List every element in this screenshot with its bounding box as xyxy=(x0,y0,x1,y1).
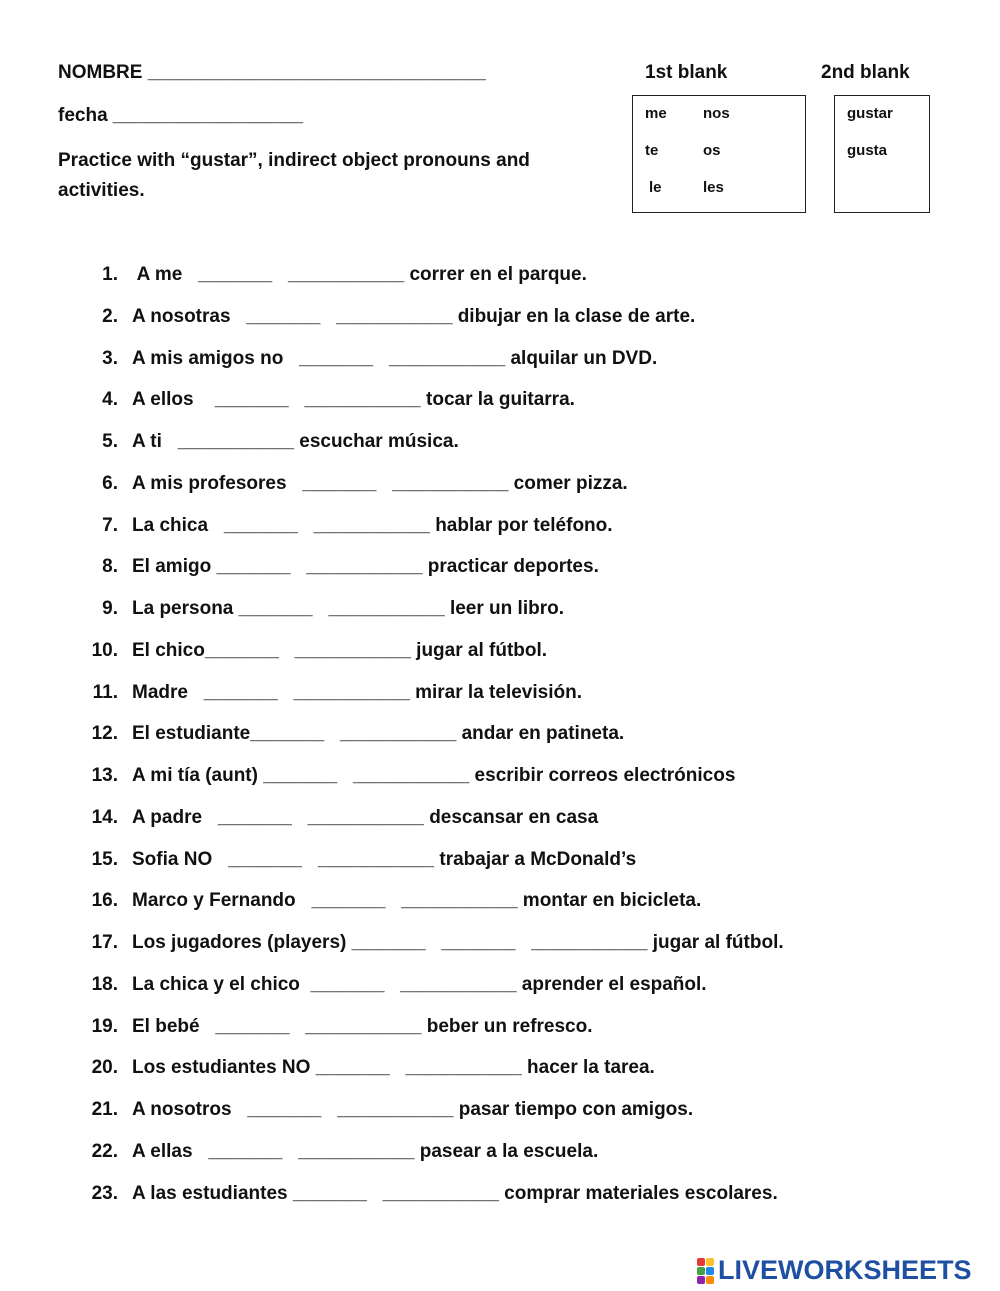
exercise-sentence[interactable]: La persona _______ ___________ leer un libro. xyxy=(132,598,564,619)
exercise-item xyxy=(0,556,1000,586)
exercise-item xyxy=(0,765,1000,795)
exercise-item xyxy=(0,264,1000,294)
exercise-number: 4. xyxy=(102,389,118,411)
logo-square xyxy=(697,1258,705,1266)
exercise-sentence[interactable]: A ellos _______ ___________ tocar la guitarra. xyxy=(132,389,575,411)
exercise-number: 8. xyxy=(102,556,118,578)
exercise-item xyxy=(0,723,1000,753)
word-te: te xyxy=(645,142,659,159)
exercise-number: 16. xyxy=(91,890,118,912)
word-le: le xyxy=(649,179,662,196)
exercise-sentence[interactable]: La chica y el chico _______ ___________ aprender el español. xyxy=(132,973,707,995)
exercise-number: 17. xyxy=(91,932,118,953)
exercise-sentence[interactable]: A padre _______ ___________ descansar en casa xyxy=(132,806,599,828)
exercise-item xyxy=(0,1099,1000,1129)
exercise-sentence[interactable]: A mis profesores _______ ___________ comer pizza. xyxy=(132,472,628,494)
exercise-sentence[interactable]: El chico_______ ___________ jugar al fútbol. xyxy=(132,639,548,661)
exercise-sentence[interactable]: A nosotras _______ ___________ dibujar en la clase de arte. xyxy=(132,305,696,327)
exercise-sentence[interactable]: Los estudiantes NO _______ ___________ hacer la tarea. xyxy=(132,1057,655,1079)
exercise-item xyxy=(0,974,1000,1004)
logo-square xyxy=(706,1267,714,1275)
exercise-item xyxy=(0,348,1000,378)
exercise-number: 5. xyxy=(102,431,118,452)
exercise-sentence[interactable]: A mis amigos no _______ ___________ alquilar un DVD. xyxy=(132,347,658,369)
logo-square xyxy=(706,1258,714,1266)
exercise-number: 22. xyxy=(91,1140,118,1162)
name-field-line[interactable]: NOMBRE ________________________________ xyxy=(58,62,486,83)
exercise-number: 14. xyxy=(91,806,118,828)
exercise-sentence[interactable]: A las estudiantes _______ ___________ comprar materiales escolares. xyxy=(132,1182,778,1204)
exercise-number: 13. xyxy=(91,765,118,786)
exercise-sentence[interactable]: Los jugadores (players) _______ _______ ___________ jugar al fútbol. xyxy=(132,932,784,953)
exercise-number: 18. xyxy=(91,973,118,995)
liveworksheets-logo xyxy=(697,1255,972,1286)
exercise-item xyxy=(0,473,1000,503)
word-me: me xyxy=(645,105,667,122)
exercise-number: 11. xyxy=(92,681,118,703)
word-gustar: gustar xyxy=(847,105,893,122)
exercise-item xyxy=(0,682,1000,712)
exercise-number: 15. xyxy=(91,848,118,870)
date-field-line[interactable]: fecha __________________ xyxy=(58,105,304,126)
exercise-item xyxy=(0,1016,1000,1046)
exercise-sentence[interactable]: A ellas _______ ___________ pasear a la escuela. xyxy=(132,1140,599,1162)
exercise-item xyxy=(0,807,1000,837)
exercise-number: 6. xyxy=(102,472,118,494)
exercise-item xyxy=(0,389,1000,419)
exercise-item xyxy=(0,640,1000,670)
exercise-number: 2. xyxy=(102,305,118,327)
exercise-sentence[interactable]: Marco y Fernando _______ ___________ montar en bicicleta. xyxy=(132,890,702,912)
exercise-number: 19. xyxy=(91,1015,118,1037)
exercise-item xyxy=(0,1057,1000,1087)
exercise-number: 23. xyxy=(91,1182,118,1204)
exercise-sentence[interactable]: A ti ___________ escuchar música. xyxy=(132,431,459,452)
word-os: os xyxy=(703,142,721,159)
first-blank-word-box xyxy=(632,95,806,213)
exercise-number: 10. xyxy=(91,639,118,661)
word-les: les xyxy=(703,179,724,196)
exercise-item xyxy=(0,849,1000,879)
exercise-number: 12. xyxy=(91,723,118,745)
exercise-item xyxy=(0,890,1000,920)
exercise-sentence[interactable]: A nosotros _______ ___________ pasar tiempo con amigos. xyxy=(132,1099,694,1120)
word-nos: nos xyxy=(703,105,730,122)
exercise-number: 3. xyxy=(102,347,118,369)
exercise-item xyxy=(0,306,1000,336)
exercise-sentence[interactable]: A mi tía (aunt) _______ ___________ escribir correos electrónicos xyxy=(132,765,736,786)
exercise-number: 9. xyxy=(102,598,118,619)
exercise-item xyxy=(0,932,1000,962)
exercise-sentence[interactable]: El bebé _______ ___________ beber un refresco. xyxy=(132,1015,593,1037)
exercise-sentence[interactable]: El amigo _______ ___________ practicar deportes. xyxy=(132,556,599,578)
exercise-item xyxy=(0,515,1000,545)
exercise-sentence[interactable]: Sofia NO _______ ___________ trabajar a McDonald’s xyxy=(132,848,637,870)
exercise-item xyxy=(0,431,1000,461)
second-blank-word-box xyxy=(834,95,930,213)
logo-square xyxy=(706,1276,714,1284)
exercise-number: 1. xyxy=(102,264,118,285)
exercise-number: 21. xyxy=(91,1099,118,1120)
exercise-sentence[interactable]: La chica _______ ___________ hablar por teléfono. xyxy=(132,514,613,536)
exercise-sentence[interactable]: El estudiante_______ ___________ andar en patineta. xyxy=(132,723,625,745)
exercise-sentence[interactable]: A me _______ ___________ correr en el parque. xyxy=(132,264,587,285)
first-blank-title: 1st blank xyxy=(645,62,728,83)
exercise-sentence[interactable]: Madre _______ ___________ mirar la televisión. xyxy=(132,681,582,703)
exercise-number: 20. xyxy=(91,1057,118,1079)
exercise-item xyxy=(0,598,1000,628)
word-gusta: gusta xyxy=(847,142,888,159)
logo-mark-icon xyxy=(697,1258,714,1284)
instructions: Practice with “gustar”, indirect object pronouns and activities. xyxy=(58,150,530,201)
exercise-number: 7. xyxy=(102,514,118,536)
second-blank-title: 2nd blank xyxy=(821,62,910,83)
logo-square xyxy=(697,1267,705,1275)
exercise-item xyxy=(0,1183,1000,1213)
logo-text: LIVEWORKSHEETS xyxy=(718,1255,972,1285)
exercise-item xyxy=(0,1141,1000,1171)
logo-square xyxy=(697,1276,705,1284)
